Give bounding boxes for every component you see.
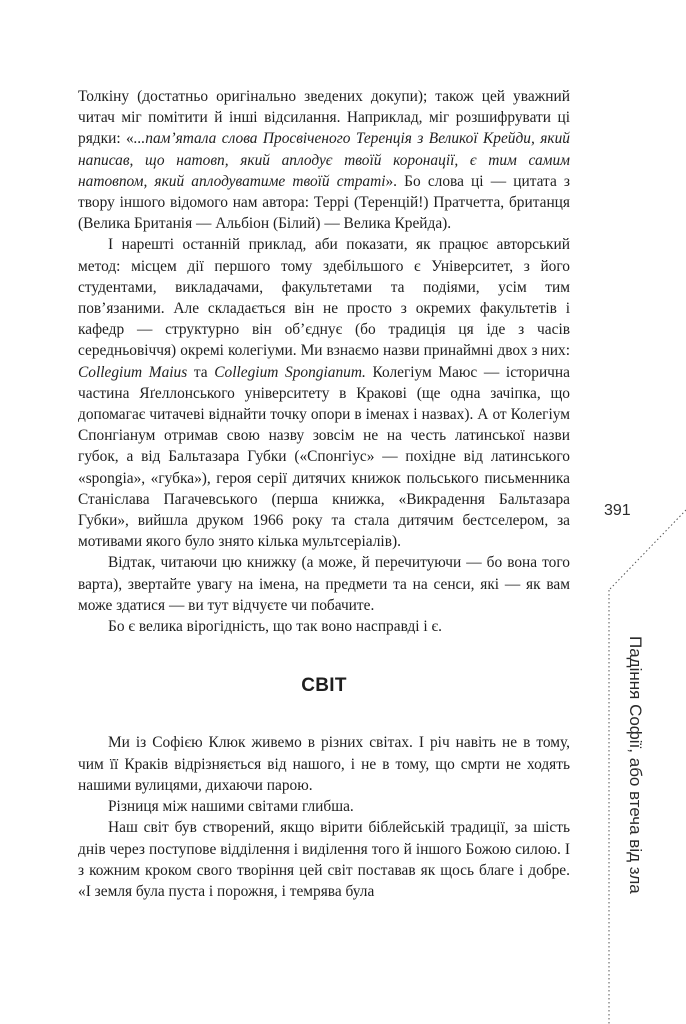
paragraph: Наш світ був створений, якщо вірити біблейській традиції, за шість днів через поступове відділення і виділення того й іншого Божою силою. І з кожним кроком свого творіння цей світ поставав як щось благе і добре. «І земля була пуста і порожня, і темрява була [78, 819, 570, 900]
latin-name: Collegium Maius [78, 363, 188, 381]
latin-name: Collegium Spongianum. [214, 363, 366, 381]
italic-quote: ...пам’ятала слова Просвіченого Теренція з Великої Крейди, який написав, що натовп, який аплодує твоїй коронації, є тим самим натовпом, який аплодуватиме твоїй страті [78, 130, 570, 190]
paragraph: Толкіну (достатньо оригінально зведених докупи); також цей уважний читач міг помітити й інші відсилання. Наприклад, міг розшифрувати ці рядки: «...пам’ятала слова Просвіченого Теренція з Великої Крейди, який написав, що натовп, який аплодує твоїй коронації, є тим самим натовпом, який аплодуватиме твоїй страті». Бо слова ці — цитата з твору іншого відомого нам автора: Террі (Теренцій!) Пратчетта, британця (Велика Британія — Альбіон (Білий) — Велика Крейда). [78, 88, 570, 233]
paragraph: Відтак, читаючи цю книжку (а може, й перечитуючи — бо вона того варта), звертайте увагу на імена, на предмети та на сенси, які — як вам може здатися — ви тут відчуєте чи побачите. [78, 554, 570, 614]
running-title: Падіння Софії, або втеча від зла [626, 636, 645, 894]
margin-rule-diagonal [609, 510, 686, 590]
paragraph: Ми із Софією Клюк живемо в різних світах. І річ навіть не в тому, чим її Краків відрізняється від нашого, і не в тому, що смрти не ходять нашими вулицями, дихаючи парою. [78, 734, 570, 794]
paragraph: Різниця між нашими світами глибша. [108, 798, 354, 816]
section-title: СВІТ [301, 675, 347, 697]
page-number: 391 [604, 502, 631, 519]
paragraph: Бо є велика вірогідність, що так воно насправді і є. [108, 618, 442, 636]
paragraph: І нарешті останній приклад, аби показати, як працює авторський метод: місцем дії першого тому здебільшого є Університет, з його студентами, викладачами, факультетами та подіями, усім тим пов’язаними. Але складається він не просто з окремих факультетів і кафедр — структурно він об’єднує (бо традиція ця іде з часів середньовіччя) окремі колегіуми. Ми взнаємо назви принаймні двох з них: Collegium Maius та Collegium Spongianum. Колегіум Маюс — історична частина Яґеллонського університету в Кракові (ще одна зачіпка, що допомагає читачеві віднайти точку опори в іменах і назвах). А от Колегіум Спонгіанум отримав свою назву зовсім не на честь латинської назви губок, а від Бальтазара Губки («Спонгіус» — похідне від латинського «spongia», «губка»), героя серії дитячих книжок польського письменника Станіслава Пагачевського (перша книжка, «Викрадення Бальтазара Губки», вийшла друком 1966 року та стала дитячим бестселером, за мотивами якого було знято кілька мультсеріалів). [78, 236, 570, 551]
